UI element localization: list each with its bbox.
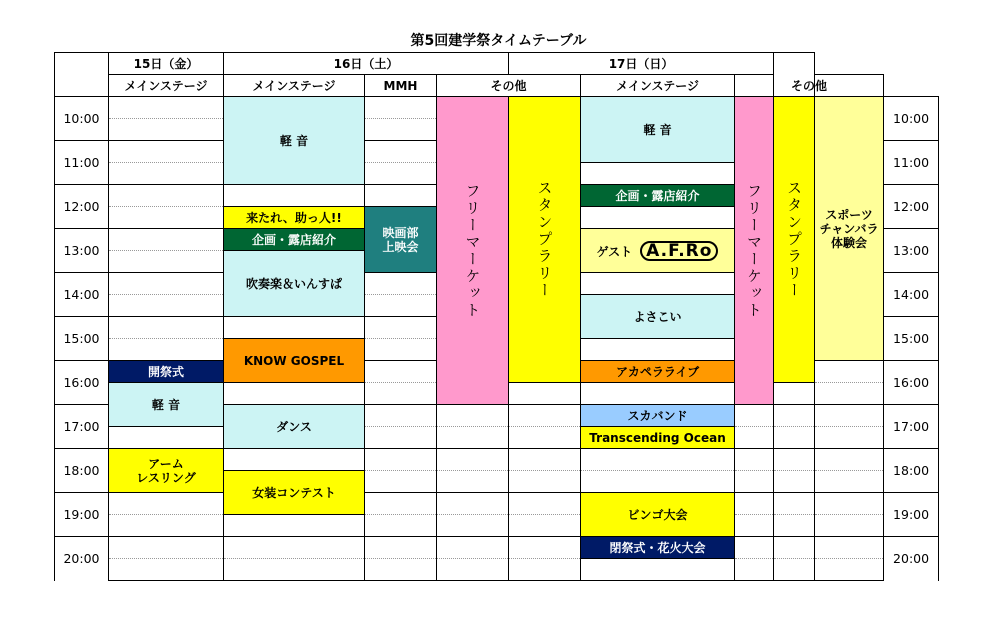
empty-slot (109, 427, 224, 449)
empty-slot (365, 141, 437, 163)
day-17: 17日（日） (509, 53, 774, 75)
empty-slot (437, 537, 509, 559)
empty-slot (815, 559, 884, 581)
empty-slot (774, 405, 815, 427)
empty-slot (109, 141, 224, 163)
flea-market-17-label: フリーマーケット (745, 182, 764, 319)
venue-header: その他 (437, 75, 581, 97)
empty-slot (109, 119, 224, 141)
transcending-ocean: Transcending Ocean (581, 427, 735, 449)
time-label: 17:00 (55, 405, 109, 449)
empty-slot (109, 317, 224, 339)
empty-slot (224, 449, 365, 471)
empty-slot (815, 515, 884, 537)
empty-slot (581, 339, 735, 361)
empty-slot (581, 383, 735, 405)
empty-slot (735, 515, 774, 537)
empty-slot (365, 361, 437, 383)
acapella-live: アカペラライブ (581, 361, 735, 383)
time-label: 15:00 (55, 317, 109, 361)
empty-slot (224, 317, 365, 339)
day-16: 16日（土） (224, 53, 509, 75)
sports-chanbara: スポーツ チャンバラ 体験会 (815, 97, 884, 361)
empty-slot (815, 427, 884, 449)
keion-15: 軽 音 (109, 383, 224, 427)
stamp-rally-16-label: スタンプラリー (535, 180, 554, 299)
arm-wrestling: アーム レスリング (109, 449, 224, 493)
empty-slot (365, 405, 437, 427)
kikaku-17: 企画・露店紹介 (581, 185, 735, 207)
page-title: 第5回建学祭タイムテーブル (410, 33, 587, 49)
time-label: 19:00 (884, 493, 939, 537)
empty-slot (365, 383, 437, 405)
empty-slot (365, 295, 437, 317)
empty-slot (509, 405, 581, 427)
empty-slot (581, 471, 735, 493)
stamp-rally-16 (509, 97, 581, 383)
empty-slot (581, 207, 735, 229)
empty-slot (365, 493, 437, 515)
empty-slot (735, 471, 774, 493)
empty-slot (437, 515, 509, 537)
empty-slot (774, 427, 815, 449)
empty-slot (109, 515, 224, 537)
empty-slot (437, 559, 509, 581)
empty-slot (735, 493, 774, 515)
time-label: 10:00 (884, 97, 939, 141)
empty-slot (109, 97, 224, 119)
empty-slot (109, 207, 224, 229)
empty-slot (224, 559, 365, 581)
bingo: ビンゴ大会 (581, 493, 735, 537)
flea-market-16 (437, 97, 509, 405)
time-label: 12:00 (884, 185, 939, 229)
empty-slot (774, 493, 815, 515)
empty-slot (581, 559, 735, 581)
time-label: 13:00 (884, 229, 939, 273)
empty-slot (365, 449, 437, 471)
keion-17: 軽 音 (581, 97, 735, 163)
flea-market-17 (735, 97, 774, 405)
empty-slot (815, 449, 884, 471)
empty-slot (509, 449, 581, 471)
venue-header: メインステージ (224, 75, 365, 97)
empty-slot (774, 471, 815, 493)
empty-slot (365, 317, 437, 339)
time-label: 13:00 (55, 229, 109, 273)
venue-header: メインステージ (581, 75, 735, 97)
empty-slot (509, 537, 581, 559)
empty-slot (109, 339, 224, 361)
venue-header: その他 (735, 75, 884, 97)
time-label: 16:00 (884, 361, 939, 405)
empty-slot (224, 537, 365, 559)
time-label: 10:00 (55, 97, 109, 141)
empty-slot (509, 383, 581, 405)
empty-slot (109, 185, 224, 207)
time-label: 11:00 (55, 141, 109, 185)
josou-contest: 女装コンテスト (224, 471, 365, 515)
timetable (54, 52, 939, 581)
empty-slot (365, 537, 437, 559)
empty-slot (365, 559, 437, 581)
empty-slot (109, 273, 224, 295)
empty-slot (437, 427, 509, 449)
venue-header: MMH (365, 75, 437, 97)
guest-label: ゲスト (596, 244, 633, 259)
time-label: 14:00 (55, 273, 109, 317)
empty-slot (735, 537, 774, 559)
empty-slot (109, 251, 224, 273)
time-label: 12:00 (55, 185, 109, 229)
time-label: 14:00 (884, 273, 939, 317)
empty-slot (774, 537, 815, 559)
kitare-sukete: 来たれ、助っ人!! (224, 207, 365, 229)
empty-slot (437, 471, 509, 493)
empty-slot (815, 493, 884, 515)
dance: ダンス (224, 405, 365, 449)
know-gospel: KNOW GOSPEL (224, 339, 365, 383)
empty-slot (109, 493, 224, 515)
suisougaku: 吹奏楽＆いんすぱ (224, 251, 365, 317)
empty-slot (509, 559, 581, 581)
empty-slot (365, 97, 437, 119)
empty-slot (365, 185, 437, 207)
empty-slot (365, 339, 437, 361)
time-label: 18:00 (55, 449, 109, 493)
empty-slot (365, 273, 437, 295)
empty-slot (774, 383, 815, 405)
time-label: 15:00 (884, 317, 939, 361)
empty-slot (437, 405, 509, 427)
empty-slot (109, 163, 224, 185)
time-label: 19:00 (55, 493, 109, 537)
day-15: 15日（金） (109, 53, 224, 75)
empty-slot (774, 559, 815, 581)
empty-slot (815, 405, 884, 427)
time-label: 18:00 (884, 449, 939, 493)
afro-logo: A.F.Ro (640, 241, 718, 261)
empty-slot (581, 163, 735, 185)
empty-slot (509, 471, 581, 493)
movie-screening: 映画部 上映会 (365, 207, 437, 273)
keion-16: 軽 音 (224, 97, 365, 185)
empty-slot (224, 383, 365, 405)
empty-slot (109, 229, 224, 251)
empty-slot (109, 559, 224, 581)
time-label: 16:00 (55, 361, 109, 405)
time-label: 17:00 (884, 405, 939, 449)
venue-header: メインステージ (109, 75, 224, 97)
stamp-rally-17-label: スタンプラリー (785, 180, 804, 299)
empty-slot (509, 493, 581, 515)
opening-ceremony: 開祭式 (109, 361, 224, 383)
empty-slot (365, 427, 437, 449)
empty-slot (581, 273, 735, 295)
empty-slot (815, 361, 884, 383)
empty-slot (815, 471, 884, 493)
empty-slot (224, 185, 365, 207)
guest (581, 229, 735, 273)
time-label: 11:00 (884, 141, 939, 185)
empty-slot (224, 515, 365, 537)
empty-slot (509, 515, 581, 537)
empty-slot (735, 449, 774, 471)
closing-fireworks: 閉祭式・花火大会 (581, 537, 735, 559)
time-label: 20:00 (55, 537, 109, 581)
corner-left (55, 53, 109, 97)
empty-slot (437, 493, 509, 515)
empty-slot (735, 559, 774, 581)
empty-slot (735, 427, 774, 449)
empty-slot (815, 383, 884, 405)
kikaku-16: 企画・露店紹介 (224, 229, 365, 251)
empty-slot (109, 537, 224, 559)
empty-slot (437, 449, 509, 471)
empty-slot (815, 537, 884, 559)
empty-slot (365, 163, 437, 185)
ska-band: スカバンド (581, 405, 735, 427)
empty-slot (365, 471, 437, 493)
time-label: 20:00 (884, 537, 939, 581)
empty-slot (735, 405, 774, 427)
empty-slot (509, 427, 581, 449)
empty-slot (774, 449, 815, 471)
empty-slot (109, 295, 224, 317)
flea-market-16-label: フリーマーケット (463, 182, 482, 319)
empty-slot (774, 515, 815, 537)
empty-slot (581, 449, 735, 471)
empty-slot (365, 119, 437, 141)
empty-slot (365, 515, 437, 537)
yosakoi: よさこい (581, 295, 735, 339)
stamp-rally-17 (774, 97, 815, 383)
